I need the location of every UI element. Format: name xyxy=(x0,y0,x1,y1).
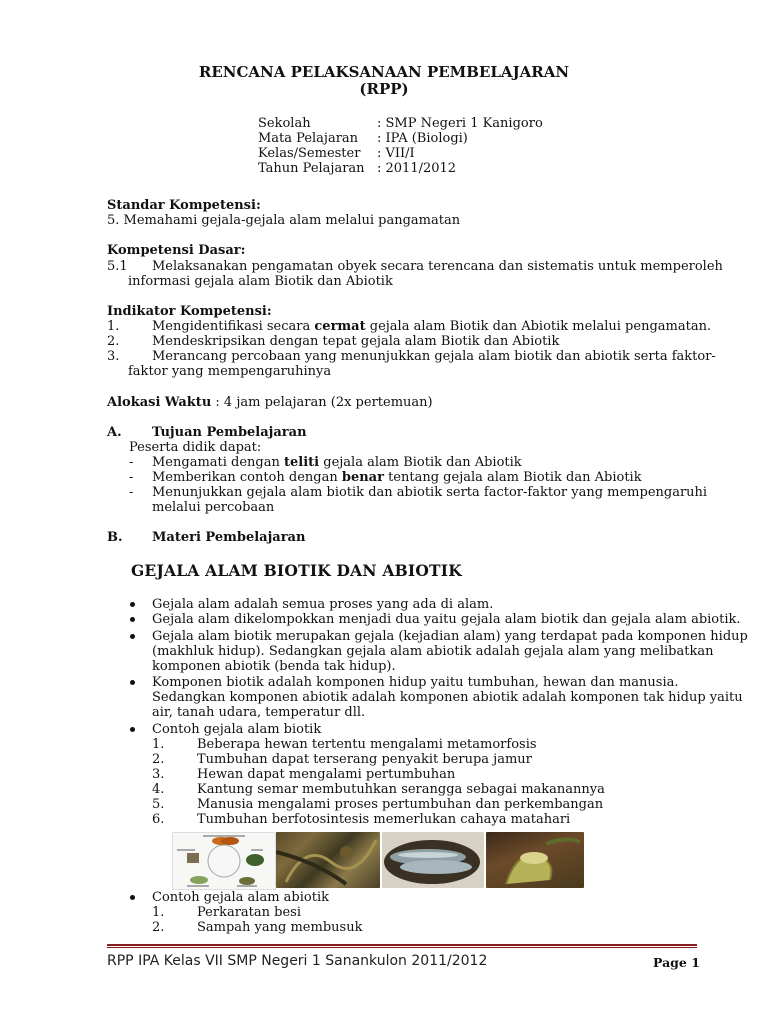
meta-value: : IPA (Biologi) xyxy=(377,131,468,146)
tujuan-heading: Tujuan Pembelajaran xyxy=(152,425,307,440)
tujuan-item: Memberikan contoh dengan benar tentang gejala alam Biotik dan Abiotik xyxy=(152,470,642,485)
bullet-line: Komponen biotik adalah komponen hidup yaitu tumbuhan, hewan dan manusia. xyxy=(152,675,679,690)
meta-label: Tahun Pelajaran xyxy=(258,161,365,176)
list-number: 6. xyxy=(152,812,165,827)
biotik-item: Tumbuhan berfotosintesis memerlukan cahaya matahari xyxy=(197,812,571,827)
alokasi-waktu: Alokasi Waktu : 4 jam pelajaran (2x pertemuan) xyxy=(107,395,433,410)
list-number: 2. xyxy=(152,752,165,767)
bullet-line: Gejala alam adalah semua proses yang ada di alam. xyxy=(152,597,494,612)
tujuan-item: Mengamati dengan teliti gejala alam Biotik dan Abiotik xyxy=(152,455,522,470)
meta-value: : 2011/2012 xyxy=(377,161,457,176)
ik-item: Mendeskripsikan dengan tepat gejala alam Biotik dan Abiotik xyxy=(152,334,560,349)
section-letter: B. xyxy=(107,530,123,545)
pitcher-plant-photo xyxy=(486,832,584,888)
document-title: RENCANA PELAKSANAAN PEMBELAJARAN xyxy=(198,63,570,81)
footer-text: RPP IPA Kelas VII SMP Negeri 1 Sanankulon 2011/2012 xyxy=(107,953,488,969)
materi-heading: Materi Pembelajaran xyxy=(152,530,306,545)
meta-label: Sekolah xyxy=(258,116,311,131)
abiotik-item: Sampah yang membusuk xyxy=(197,920,363,935)
bullet-dot xyxy=(130,617,135,622)
list-number: 1. xyxy=(152,905,165,920)
abiotik-item: Perkaratan besi xyxy=(197,905,301,920)
bullet-dot xyxy=(130,727,135,732)
kd-line: informasi gejala alam Biotik dan Abiotik xyxy=(128,274,393,289)
dash-marker: - xyxy=(129,455,134,470)
tujuan-intro: Peserta didik dapat: xyxy=(129,440,262,455)
tujuan-item: Menunjukkan gejala alam biotik dan abiotik serta factor-faktor yang mempengaruhi xyxy=(152,485,708,500)
bullet-line: Gejala alam biotik merupakan gejala (kejadian alam) yang terdapat pada komponen hidup xyxy=(152,629,748,644)
ik-number: 3. xyxy=(107,349,120,364)
ik-item: Merancang percobaan yang menunjukkan gejala alam biotik dan abiotik serta faktor- xyxy=(152,349,716,364)
kd-number: 5.1 xyxy=(107,259,128,274)
meta-value: : SMP Negeri 1 Kanigoro xyxy=(377,116,543,131)
list-number: 5. xyxy=(152,797,165,812)
page-number: Page 1 xyxy=(653,955,700,970)
biotik-item: Hewan dapat mengalami pertumbuhan xyxy=(197,767,456,782)
meta-value: : VII/I xyxy=(377,146,415,161)
bullet-line: air, tanah udara, temperatur dll. xyxy=(152,705,366,720)
meta-label: Kelas/Semester xyxy=(258,146,361,161)
ik-item: Mengidentifikasi secara cermat gejala alam Biotik dan Abiotik melalui pengamatan. xyxy=(152,319,712,334)
bullet-line: Gejala alam dikelompokkan menjadi dua yaitu gejala alam biotik dan gejala alam abiotik. xyxy=(152,612,741,627)
ik-heading: Indikator Kompetensi: xyxy=(107,304,272,319)
fungus-plant-photo xyxy=(276,832,380,888)
footer-rule xyxy=(107,944,697,946)
kd-line: Melaksanakan pengamatan obyek secara terencana dan sistematis untuk memperoleh xyxy=(152,259,723,274)
biotik-item: Tumbuhan dapat terserang penyakit berupa jamur xyxy=(197,752,532,767)
bullet-dot xyxy=(130,680,135,685)
section-title: GEJALA ALAM BIOTIK DAN ABIOTIK xyxy=(131,561,462,580)
bullet-line: Sedangkan komponen abiotik adalah komponen abiotik adalah komponen tak hidup yaitu xyxy=(152,690,743,705)
kd-heading: Kompetensi Dasar: xyxy=(107,243,246,258)
dash-marker: - xyxy=(129,485,134,500)
metamorphosis-diagram-image xyxy=(172,832,276,890)
meta-label: Mata Pelajaran xyxy=(258,131,359,146)
bullet-dot xyxy=(130,602,135,607)
biotik-heading: Contoh gejala alam biotik xyxy=(152,722,322,737)
sk-line: 5. Memahami gejala-gejala alam melalui pangamatan xyxy=(107,213,461,228)
fish-photo xyxy=(382,832,484,888)
abiotik-heading: Contoh gejala alam abiotik xyxy=(152,890,329,905)
biotik-item: Manusia mengalami proses pertumbuhan dan perkembangan xyxy=(197,797,604,812)
biotik-item: Beberapa hewan tertentu mengalami metamorfosis xyxy=(197,737,537,752)
list-number: 1. xyxy=(152,737,165,752)
list-number: 3. xyxy=(152,767,165,782)
bullet-dot xyxy=(130,895,135,900)
document-subtitle: (RPP) xyxy=(359,80,409,98)
footer-rule-thin xyxy=(107,947,697,948)
sk-heading: Standar Kompetensi: xyxy=(107,198,261,213)
list-number: 2. xyxy=(152,920,165,935)
bullet-line: (makhluk hidup). Sedangkan gejala alam abiotik adalah gejala alam yang melibatkan xyxy=(152,644,714,659)
list-number: 4. xyxy=(152,782,165,797)
ik-number: 2. xyxy=(107,334,120,349)
tujuan-item-continuation: melalui percobaan xyxy=(152,500,275,515)
bullet-line: komponen abiotik (benda tak hidup). xyxy=(152,659,396,674)
dash-marker: - xyxy=(129,470,134,485)
bullet-dot xyxy=(130,634,135,639)
ik-number: 1. xyxy=(107,319,120,334)
biotik-item: Kantung semar membutuhkan serangga sebagai makanannya xyxy=(197,782,605,797)
ik-item-continuation: faktor yang mempengaruhinya xyxy=(128,364,332,379)
section-letter: A. xyxy=(107,425,122,440)
